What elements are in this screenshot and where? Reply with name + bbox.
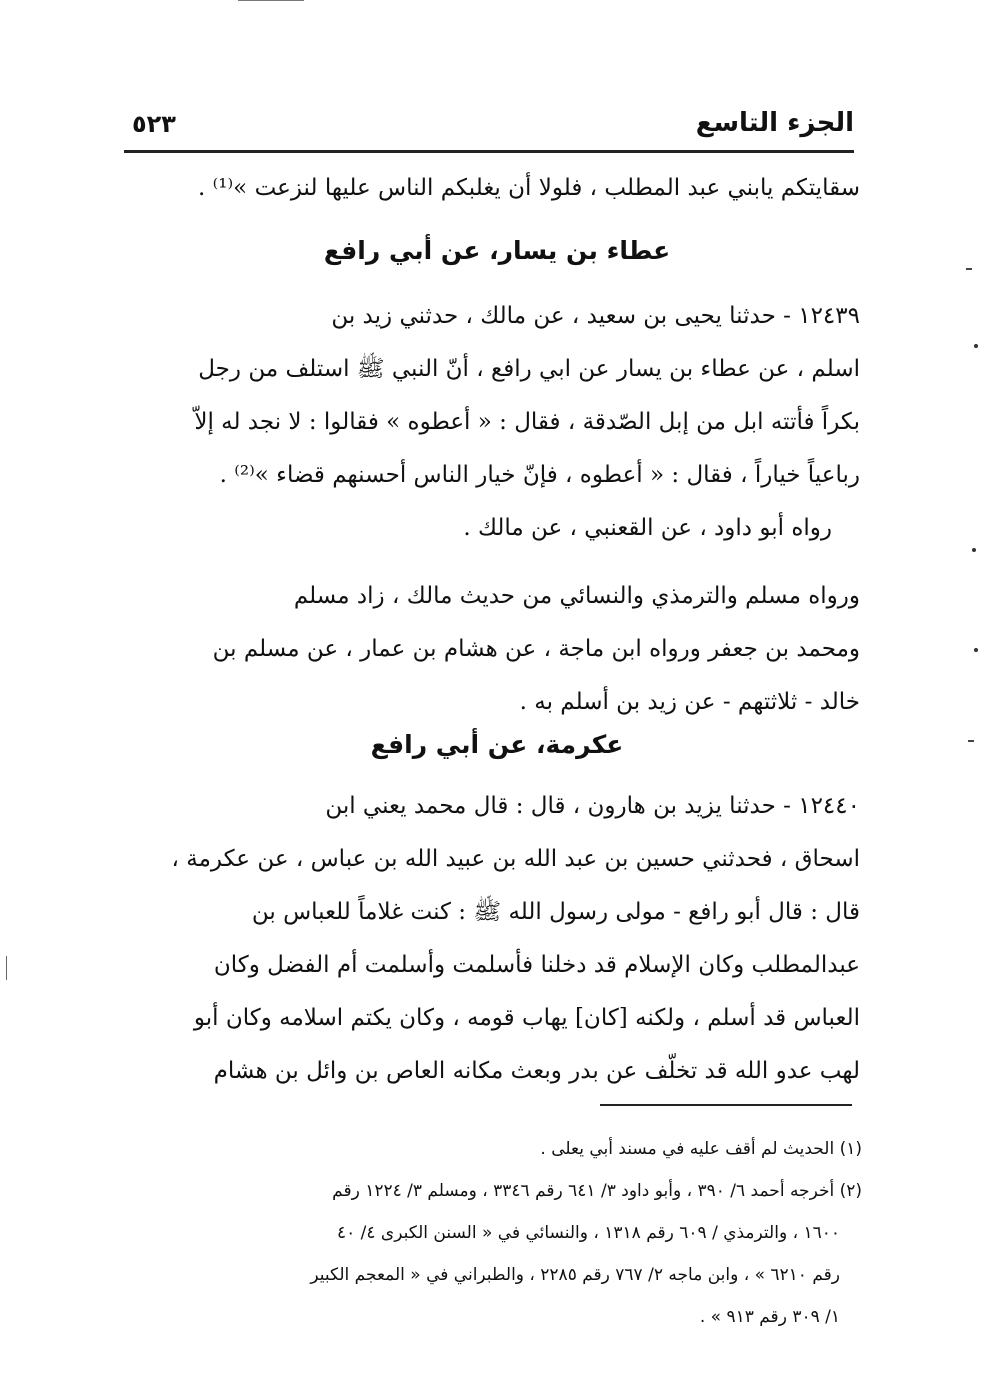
text-line: اسلم ، عن عطاء بن يسار عن ابي رافع ، أنّ النبي ﷺ استلف من رجل	[198, 356, 860, 382]
header-rule	[124, 150, 854, 153]
footnote-2-line: (٢) أخرجه أحمد ٦/ ٣٩٠ ، وأبو داود ٣/ ٦٤١ رقم ٣٣٤٦ ، ومسلم ٣/ ١٢٢٤ رقم	[332, 1181, 862, 1201]
footnote-1: (١) الحديث لم أقف عليه في مسند أبي يعلى .	[540, 1139, 862, 1159]
hadith-12440	[134, 780, 860, 1098]
footnote-2-line: ١/ ٣٠٩ رقم ٩١٣ » .	[699, 1307, 840, 1327]
text-line: ومحمد بن جعفر ورواه ابن ماجة ، عن هشام بن عمار ، عن مسلم بن	[212, 636, 860, 662]
text-line: ١٢٤٤٠ - حدثنا يزيد بن هارون ، قال : قال محمد يعني ابن	[325, 793, 860, 819]
scan-speck	[972, 548, 976, 552]
text-line: لهب عدو الله قد تخلّف عن بدر وبعث مكانه العاص بن وائل بن هشام	[213, 1058, 860, 1084]
footnotes	[134, 1128, 862, 1338]
text-line: خالد - ثلاثتهم - عن زيد بن أسلم به .	[519, 689, 860, 715]
text-line: قال : قال أبو رافع - مولى رسول الله ﷺ : كنت غلاماً للعباس بن	[251, 899, 860, 925]
scan-speck	[966, 268, 972, 270]
scan-speck	[974, 648, 978, 652]
book-part-title: الجزء التاسع	[695, 108, 854, 138]
text-line: اسحاق ، فحدثني حسين بن عبد الله بن عبيد الله بن عباس ، عن عكرمة ،	[171, 846, 860, 872]
text-line: بكراً فأتته ابل من إبل الصّدقة ، فقال : « أعطوه » فقالوا : لا نجد له إلاّ	[194, 409, 860, 435]
text-line: العباس قد أسلم ، ولكنه [كان] يهاب قومه ، وكان يكتم اسلامه وكان أبو	[193, 1005, 860, 1031]
scan-edge-mark	[238, 0, 304, 1]
narration-muslim	[134, 570, 860, 729]
footnote-2-line: ١٦٠٠ ، والترمذي / ٦٠٩ رقم ١٣١٨ ، والنسائي في « السنن الكبرى ٤/ ٤٠	[336, 1223, 840, 1243]
text-line: عبدالمطلب وكان الإسلام قد دخلنا فأسلمت وأسلمت أم الفضل وكان	[213, 952, 860, 978]
hadith-12439	[134, 290, 860, 502]
text-line: ورواه مسلم والترمذي والنسائي من حديث مالك ، زاد مسلم	[293, 583, 860, 609]
footnote-2-line: رقم ٦٢١٠ » ، وابن ماجه ٢/ ٧٦٧ رقم ٢٢٨٥ ، والطبراني في « المعجم الكبير	[310, 1265, 840, 1285]
footnote-separator	[600, 1104, 852, 1106]
section-heading-ata: عطاء بن يسار، عن أبي رافع	[323, 236, 671, 265]
scan-edge-line	[6, 956, 7, 980]
page-number: ٥٢٣	[132, 110, 176, 138]
narration-abu-dawud	[134, 502, 860, 555]
section-heading-ikrima: عكرمة، عن أبي رافع	[370, 730, 624, 759]
scan-speck	[968, 740, 974, 742]
text-line: رباعياً خياراً ، فقال : « أعطوه ، فإنّ خيار الناس أحسنهم قضاء »⁽²⁾ .	[219, 462, 860, 488]
continuation-paragraph	[134, 162, 860, 215]
scan-speck	[974, 344, 978, 348]
text-line: ١٢٤٣٩ - حدثنا يحيى بن سعيد ، عن مالك ، حدثني زيد بن	[331, 303, 860, 329]
text-line: سقايتكم يابني عبد المطلب ، فلولا أن يغلبكم الناس عليها لنزعت »⁽¹⁾ .	[198, 175, 860, 201]
text-line: رواه أبو داود ، عن القعنبي ، عن مالك .	[463, 515, 832, 541]
